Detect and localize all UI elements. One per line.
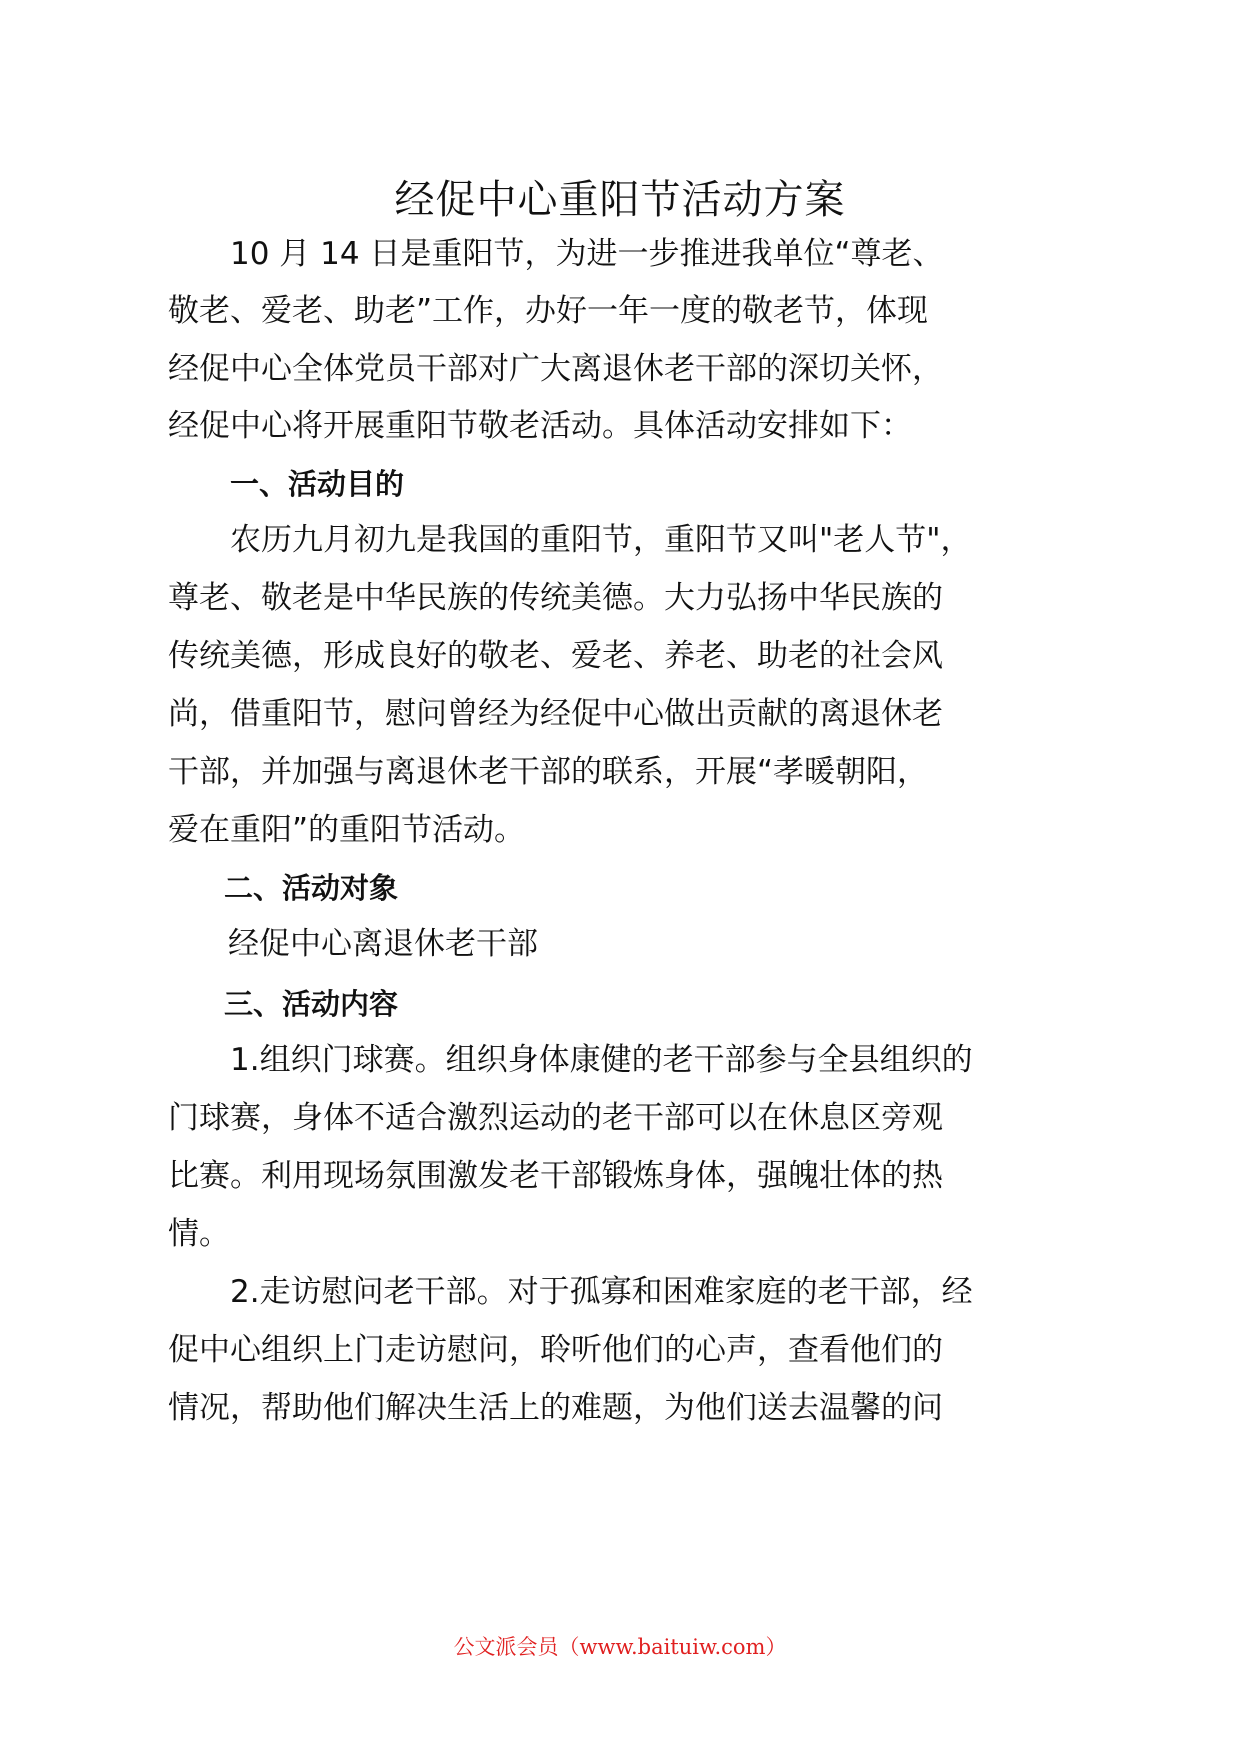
section1-line: 尚，借重阳节，慰问曾经为经促中心做出贡献的离退休老 bbox=[168, 696, 943, 732]
document-title: 经促中心重阳节活动方案 bbox=[394, 177, 846, 223]
watermark-footer: 公文派会员（www.baituiw.com） bbox=[453, 1635, 787, 1659]
content-item1-line: 比赛。利用现场氛围激发老干部锻炼身体，强魄壮体的热 bbox=[168, 1158, 943, 1194]
section2-line: 经促中心离退休老干部 bbox=[228, 926, 538, 962]
intro-line: 经促中心将开展重阳节敬老活动。具体活动安排如下： bbox=[168, 408, 912, 444]
section1-line: 爱在重阳”的重阳节活动。 bbox=[168, 812, 526, 848]
intro-line: 经促中心全体党员干部对广大离退休老干部的深切关怀， bbox=[168, 351, 943, 387]
section1-line: 尊老、敬老是中华民族的传统美德。大力弘扬中华民族的 bbox=[168, 580, 943, 616]
section-heading-purpose: 一、活动目的 bbox=[230, 467, 405, 501]
intro-line: 敬老、爱老、助老”工作，办好一年一度的敬老节，体现 bbox=[168, 293, 929, 329]
content-item1-line: 1.组织门球赛。组织身体康健的老干部参与全县组织的 bbox=[230, 1042, 973, 1078]
intro-line: 10 月 14 日是重阳节，为进一步推进我单位“尊老、 bbox=[230, 236, 944, 272]
section-heading-target: 二、活动对象 bbox=[224, 871, 399, 905]
content-item1-line: 情。 bbox=[168, 1216, 230, 1252]
section1-line: 农历九月初九是我国的重阳节，重阳节又叫"老人节"， bbox=[230, 522, 972, 558]
section1-line: 干部，并加强与离退休老干部的联系，开展“孝暖朝阳， bbox=[168, 754, 929, 790]
content-item1-line: 门球赛，身体不适合激烈运动的老干部可以在休息区旁观 bbox=[168, 1100, 943, 1136]
content-item2-line: 促中心组织上门走访慰问，聆听他们的心声，查看他们的 bbox=[168, 1332, 943, 1368]
content-item2-line: 情况，帮助他们解决生活上的难题，为他们送去温馨的问 bbox=[168, 1390, 943, 1426]
section1-line: 传统美德，形成良好的敬老、爱老、养老、助老的社会风 bbox=[168, 638, 943, 674]
content-item2-line: 2.走访慰问老干部。对于孤寡和困难家庭的老干部，经 bbox=[230, 1274, 973, 1310]
section-heading-content: 三、活动内容 bbox=[224, 987, 399, 1021]
